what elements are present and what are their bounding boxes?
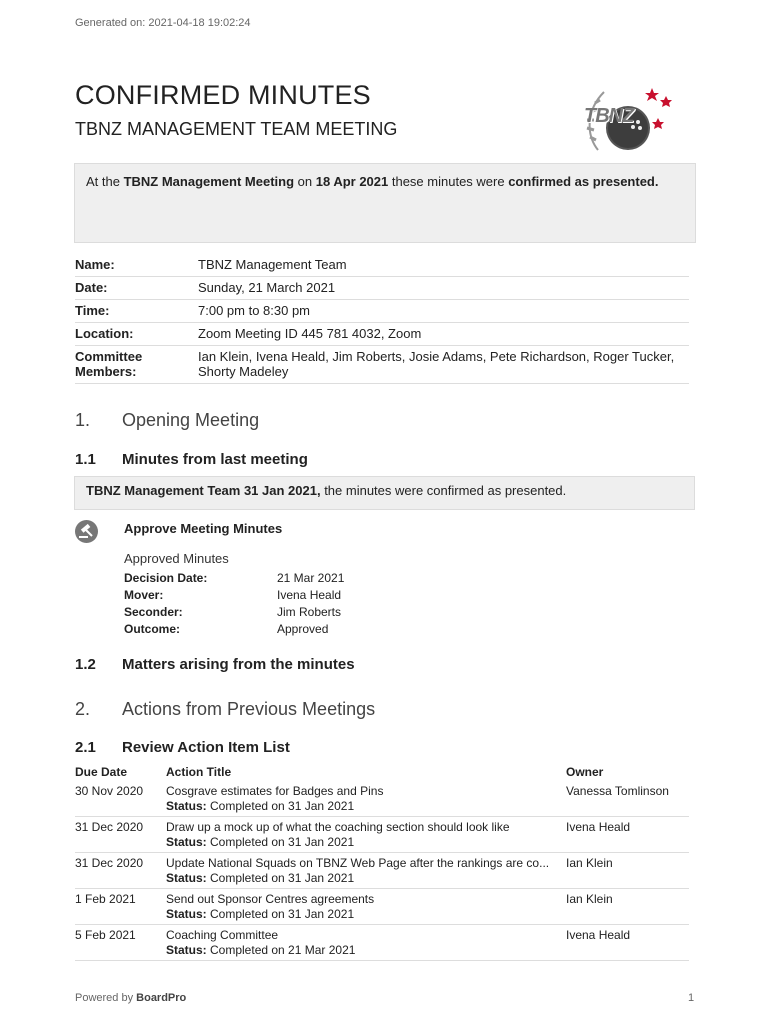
action-title: Send out Sponsor Centres agreements <box>166 892 375 906</box>
action-title: Draw up a mock up of what the coaching section should look like <box>166 820 510 834</box>
action-status <box>166 835 566 850</box>
notice-status: confirmed as presented. <box>508 174 659 189</box>
action-cell <box>166 925 566 961</box>
subsection-heading <box>75 451 308 468</box>
owner: Vanessa Tomlinson <box>566 781 689 817</box>
due-date: 5 Feb 2021 <box>75 925 166 961</box>
page-subtitle: TBNZ MANAGEMENT TEAM MEETING <box>75 119 398 139</box>
notice-date: 18 Apr 2021 <box>315 174 389 189</box>
due-date: 31 Dec 2020 <box>75 853 166 889</box>
action-status <box>166 871 566 886</box>
minutes-meeting: TBNZ Management Team 31 Jan 2021, <box>86 483 321 498</box>
notice-meeting: TBNZ Management Meeting <box>123 174 295 189</box>
status-label: Status: <box>166 943 207 957</box>
decision-key: Outcome: <box>124 622 181 636</box>
action-cell <box>166 889 566 925</box>
minutes-box <box>74 476 695 510</box>
detail-value: Ian Klein, Ivena Heald, Jim Roberts, Josie Adams, Pete Richardson, Roger Tucker, Shorty Madeley <box>198 349 675 379</box>
subsection-title: Review Action Item List <box>122 739 290 756</box>
subsection-number: 1.1 <box>75 451 96 468</box>
detail-row <box>75 254 689 277</box>
table-header-row <box>75 765 689 781</box>
notice-text: At the <box>86 174 124 189</box>
column-header: Owner <box>566 765 604 779</box>
subsection-number: 1.2 <box>75 656 96 673</box>
status-label: Status: <box>166 907 207 921</box>
detail-value: Zoom Meeting ID 445 781 4032, Zoom <box>198 326 422 341</box>
owner: Ivena Heald <box>566 925 689 961</box>
footer-powered-by <box>75 992 186 1004</box>
status-value: Completed on 31 Jan 2021 <box>206 799 355 813</box>
status-label: Status: <box>166 799 207 813</box>
detail-value: TBNZ Management Team <box>198 257 347 272</box>
section-number: 1. <box>75 410 91 430</box>
action-status <box>166 943 566 958</box>
owner: Ian Klein <box>566 889 689 925</box>
decision-value: Ivena Heald <box>277 588 342 602</box>
notice-text: these minutes were <box>388 174 509 189</box>
action-cell <box>166 817 566 853</box>
subsection-title: Minutes from last meeting <box>122 451 308 468</box>
section-title: Opening Meeting <box>122 410 260 430</box>
owner: Ivena Heald <box>566 817 689 853</box>
powered-text: Powered by <box>75 992 137 1004</box>
decision-subtitle: Approved Minutes <box>124 551 229 566</box>
due-date: 30 Nov 2020 <box>75 781 166 817</box>
detail-value: Sunday, 21 March 2021 <box>198 280 336 295</box>
decision-details <box>124 571 344 639</box>
confirmation-notice <box>74 163 696 243</box>
detail-row <box>75 323 689 346</box>
decision-row <box>124 571 344 588</box>
notice-text: on <box>294 174 316 189</box>
column-header: Due Date <box>75 765 128 779</box>
decision-key: Mover: <box>124 588 164 602</box>
decision-row <box>124 588 344 605</box>
table-row <box>75 925 689 961</box>
page-title: CONFIRMED MINUTES <box>75 80 371 110</box>
detail-row <box>75 300 689 323</box>
section-number: 2. <box>75 699 91 719</box>
detail-row <box>75 346 689 384</box>
action-status <box>166 907 566 922</box>
decision-row <box>124 622 344 639</box>
brand-name: BoardPro <box>136 992 187 1004</box>
table-row <box>75 853 689 889</box>
action-cell <box>166 781 566 817</box>
status-value: Completed on 31 Jan 2021 <box>206 907 355 921</box>
action-cell <box>166 853 566 889</box>
decision-title: Approve Meeting Minutes <box>124 521 283 536</box>
detail-row <box>75 277 689 300</box>
decision-value: 21 Mar 2021 <box>277 571 345 585</box>
logo-text: TBNZ <box>584 105 634 127</box>
action-title: Cosgrave estimates for Badges and Pins <box>166 784 384 798</box>
meeting-details <box>75 254 689 384</box>
subsection-title: Matters arising from the minutes <box>122 656 355 673</box>
generated-timestamp: Generated on: 2021-04-18 19:02:24 <box>75 17 251 29</box>
detail-key: Date: <box>75 280 108 295</box>
subsection-heading <box>75 656 355 673</box>
detail-value: 7:00 pm to 8:30 pm <box>198 303 311 318</box>
detail-key: Time: <box>75 303 110 318</box>
decision-value: Jim Roberts <box>277 605 342 619</box>
action-items-table <box>75 765 689 961</box>
gavel-icon <box>75 520 98 543</box>
detail-key: Name: <box>75 257 115 272</box>
table-row <box>75 889 689 925</box>
due-date: 31 Dec 2020 <box>75 817 166 853</box>
status-label: Status: <box>166 871 207 885</box>
status-value: Completed on 31 Jan 2021 <box>206 871 355 885</box>
section-heading <box>75 699 375 720</box>
tbnz-logo <box>576 80 676 160</box>
status-label: Status: <box>166 835 207 849</box>
decision-row <box>124 605 344 622</box>
action-title: Coaching Committee <box>166 928 279 942</box>
detail-key: Committee Members: <box>75 349 143 379</box>
section-heading <box>75 410 259 431</box>
action-status <box>166 799 566 814</box>
subsection-number: 2.1 <box>75 739 96 756</box>
page-number: 1 <box>688 992 695 1004</box>
subsection-heading <box>75 739 290 756</box>
decision-key: Seconder: <box>124 605 183 619</box>
section-title: Actions from Previous Meetings <box>122 699 376 719</box>
column-header: Action Title <box>166 765 232 779</box>
table-row <box>75 781 689 817</box>
status-value: Completed on 21 Mar 2021 <box>206 943 356 957</box>
status-value: Completed on 31 Jan 2021 <box>206 835 355 849</box>
detail-key: Location: <box>75 326 134 341</box>
action-title: Update National Squads on TBNZ Web Page after the rankings are co... <box>166 856 550 870</box>
minutes-text: the minutes were confirmed as presented. <box>320 483 567 498</box>
due-date: 1 Feb 2021 <box>75 889 166 925</box>
decision-value: Approved <box>277 622 329 636</box>
owner: Ian Klein <box>566 853 689 889</box>
table-row <box>75 817 689 853</box>
decision-key: Decision Date: <box>124 571 208 585</box>
